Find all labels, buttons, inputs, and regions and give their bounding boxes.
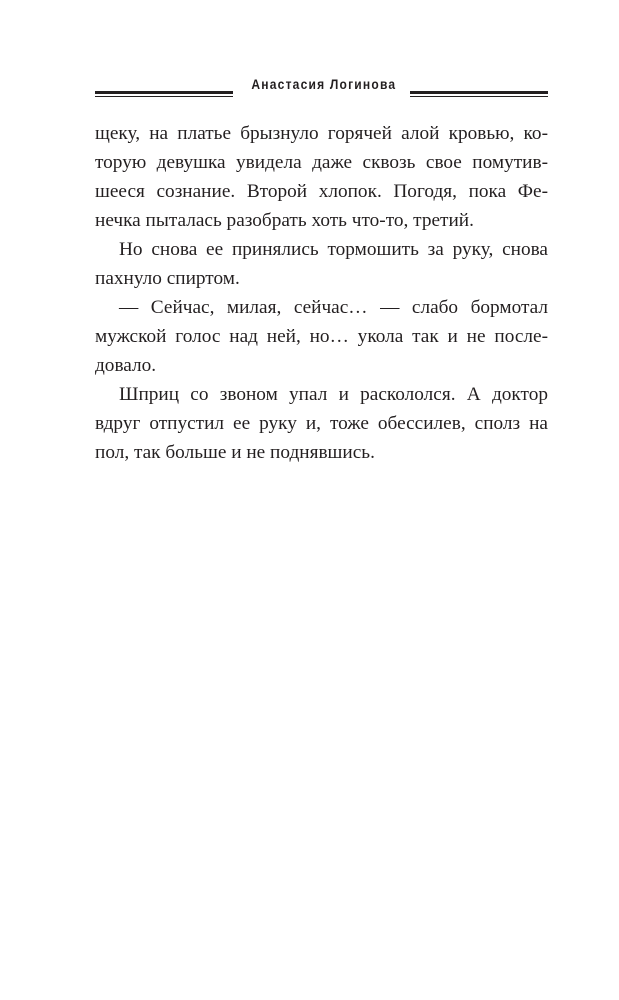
text-line: — Сейчас, милая, сейчас… — слабо бормотал [119,297,548,318]
text-line: нечка пыталась разобрать хоть что-то, третий. [95,210,474,231]
text-line: вдруг отпустил ее руку и, тоже обессилев, сполз на [95,413,548,434]
header-rule-right-thick [410,91,548,94]
running-header [95,76,548,102]
text-line: довало. [95,355,157,376]
text-line: пахнуло спиртом. [95,268,240,289]
text-line: мужской голос над ней, но… укола так и не после- [95,326,548,347]
paragraph-2 [95,235,548,293]
paragraph-4 [95,380,548,467]
text-line: Но снова ее принялись тормошить за руку, снова [119,239,548,260]
header-rule-left-thick [95,91,233,94]
header-rule-right-thin [410,96,548,97]
text-line: шееся сознание. Второй хлопок. Погодя, пока Фе- [95,181,548,202]
text-line: торую девушка увидела даже сквозь свое помутив- [95,152,548,173]
paragraph-3 [95,293,548,380]
text-line: щеку, на платье брызнуло горячей алой кровью, ко- [95,123,548,144]
header-rule-left-thin [95,96,233,97]
header-author-name: Анастасия Логинова [251,76,397,92]
body-text [95,119,548,467]
paragraph-1 [95,119,548,235]
text-line: пол, так больше и не поднявшись. [95,442,375,463]
text-line: Шприц со звоном упал и раскололся. А доктор [119,384,548,405]
